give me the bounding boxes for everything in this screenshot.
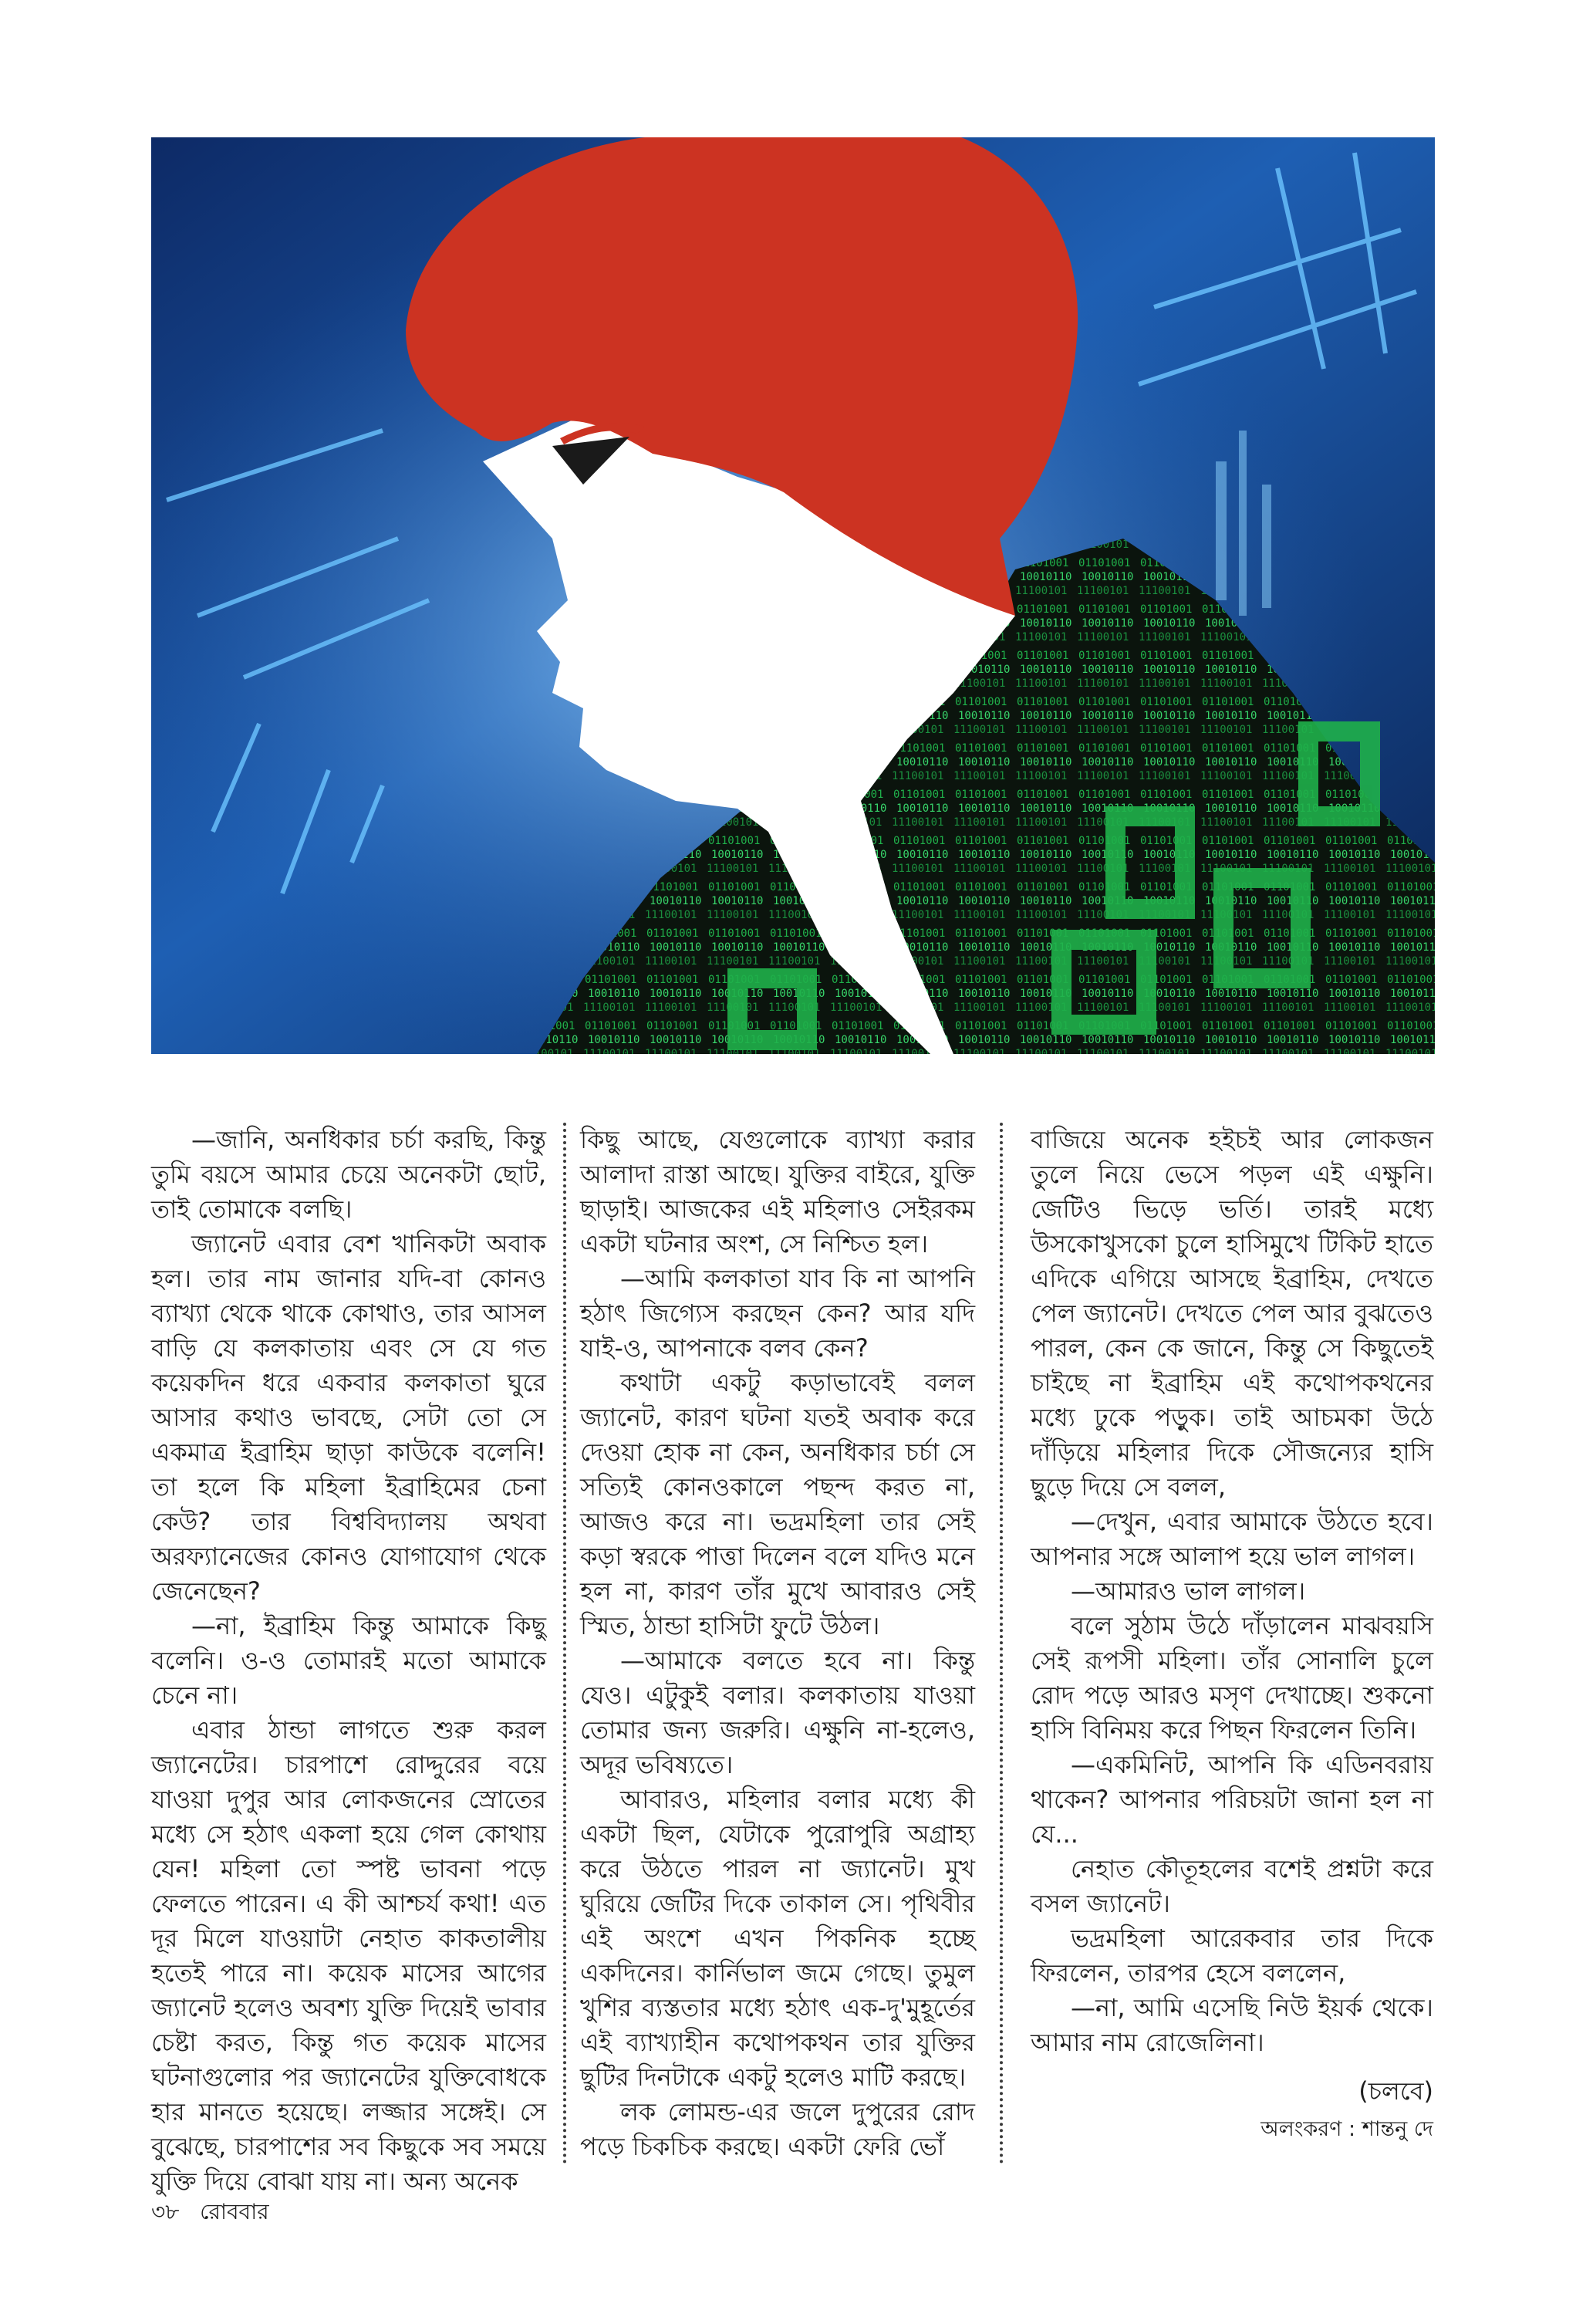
paragraph: —একমিনিট, আপনি কি এডিনবরায় থাকেন? আপনার পরিচয়টা জানা হল না যে... <box>1031 1750 1433 1849</box>
paragraph: এবার ঠান্ডা লাগতে শুরু করল জ্যানেটের। চারপাশে রোদ্দুরের বয়ে যাওয়া দুপুর আর লোকজনের স্রোতের মধ্যে সে হঠাৎ একলা হয়ে গেল কোথায় যেন! মহিলা তো স্পষ্ট ভাবনা পড়ে ফেলতে পারেন। এ কী আশ্চর্য কথা! এত দূর মিলে যাওয়াটা নেহাত কাকতালীয় হতেই পারে না। কয়েক মাসের আগের জ্যানেট হলেও অবশ্য যুক্তি দিয়েই ভাবার চেষ্টা করত, কিন্তু গত কয়েক মাসের ঘটনাগুলোর পর জ্যানেটের যুক্তিবোধকে হার মানতে হয়েছে। লজ্জার সঙ্গেই। সে বুঝেছে, চারপাশের সব কিছুকে সব সময়ে যুক্তি দিয়ে বোঝা যায় না। অন্য অনেক <box>151 1715 546 2196</box>
article-column-2 <box>580 1123 975 2164</box>
illustration-credit: অলংকরণ : শান্তনু দে <box>1260 2117 1433 2141</box>
paragraph: —না, ইব্রাহিম কিন্তু আমাকে কিছু বলেনি। ও-ও তোমারই মতো আমাকে চেনে না। <box>151 1611 546 1710</box>
page-footer <box>151 2195 269 2231</box>
paragraph: বলে সুঠাম উঠে দাঁড়ালেন মাঝবয়সি সেই রূপসী মহিলা। তাঁর সোনালি চুলে রোদ পড়ে আরও মসৃণ দেখাচ্ছে। শুকনো হাসি বিনিময় করে পিছন ফিরলেন তিনি। <box>1031 1611 1433 1745</box>
page-number: ৩৮ <box>151 2199 180 2224</box>
paragraph: ভদ্রমহিলা আরেকবার তার দিকে ফিরলেন, তারপর হেসে বললেন, <box>1031 1924 1433 1988</box>
paragraph: আবারও, মহিলার বলার মধ্যে কী একটা ছিল, যেটাকে পুরোপুরি অগ্রাহ্য করে উঠতে পারল না জ্যানেট। মুখ ঘুরিয়ে জেটির দিকে তাকাল সে। পৃথিবীর এই অংশে এখন পিকনিক হচ্ছে একদিনের। কার্নিভাল জমে গেছে। তুমুল খুশির ব্যস্ততার মধ্যে হঠাৎ এক-দু'মুহূর্তের এই ব্যাখ্যাহীন কথোপকথন তার যুক্তির ছুটির দিনটাকে একটু হলেও মাটি করছে। <box>580 1785 975 2092</box>
column-divider <box>563 1123 566 2164</box>
magazine-name: রোববার <box>200 2199 269 2224</box>
paragraph: জ্যানেট এবার বেশ খানিকটা অবাক হল। তার নাম জানার যদি-বা কোনও ব্যাখ্যা থেকে থাকে কোথাও, তার আসল বাড়ি যে কলকাতায় এবং সে যে গত কয়েকদিন ধরে একবার কলকাতা ঘুরে আসার কথাও ভাবছে, সেটা তো সে একমাত্র ইব্রাহিম ছাড়া কাউকে বলেনি! তা হলে কি মহিলা ইব্রাহিমের চেনা কেউ? তার বিশ্ববিদ্যালয় অথবা অরফ্যানেজের কোনও যোগাযোগ থেকে জেনেছেন? <box>151 1229 546 1606</box>
paragraph: —দেখুন, এবার আমাকে উঠতে হবে। আপনার সঙ্গে আলাপ হয়ে ভাল লাগল। <box>1031 1507 1433 1571</box>
paragraph: লক লোমন্ড-এর জলে দুপুরের রোদ পড়ে চিকচিক করছে। একটা ফেরি ভোঁ <box>580 2097 975 2161</box>
paragraph: —জানি, অনধিকার চর্চা করছি, কিন্তু তুমি বয়সে আমার চেয়ে অনেকটা ছোট, তাই তোমাকে বলছি। <box>151 1125 546 1224</box>
paragraph: নেহাত কৌতূহলের বশেই প্রশ্নটা করে বসল জ্যানেট। <box>1031 1854 1433 1918</box>
story-illustration <box>151 137 1435 1054</box>
paragraph: —আমারও ভাল লাগল। <box>1071 1576 1306 1606</box>
paragraph: —না, আমি এসেছি নিউ ইয়র্ক থেকে। আমার নাম রোজেলিনা। <box>1031 1993 1433 2057</box>
article-column-1 <box>151 1123 546 2199</box>
paragraph: কথাটা একটু কড়াভাবেই বলল জ্যানেট, কারণ ঘটনা যতই অবাক করে দেওয়া হোক না কেন, অনধিকার চর্চা সে সত্যিই কোনওকালে পছন্দ করত না, আজও করে না। ভদ্রমহিলা তার সেই কড়া স্বরকে পাত্তা দিলেন বলে যদিও মনে হল না, কারণ তাঁর মুখে আবারও সেই স্মিত, ঠান্ডা হাসিটা ফুটে উঠল। <box>580 1368 975 1640</box>
to-be-continued: (চলবে) <box>1358 2076 1433 2106</box>
paragraph: কিছু আছে, যেগুলোকে ব্যাখ্যা করার আলাদা রাস্তা আছে। যুক্তির বাইরে, যুক্তি ছাড়াই। আজকের এই মহিলাও সেইরকম একটা ঘটনার অংশ, সে নিশ্চিত হল। <box>580 1125 975 1258</box>
paragraph: —আমাকে বলতে হবে না। কিন্তু যেও। এটুকুই বলার। কলকাতায় যাওয়া তোমার জন্য জরুরি। এক্ষুনি না-হলেও, অদূর ভবিষ্যতে। <box>580 1646 975 1779</box>
column-divider <box>1000 1123 1003 2164</box>
article-column-3 <box>1031 1123 1433 2147</box>
paragraph: বাজিয়ে অনেক হইচই আর লোকজন তুলে নিয়ে ভেসে পড়ল এই এক্ষুনি। জেটিও ভিড়ে ভর্তি। তারই মধ্যে উসকোখুসকো চুলে হাসিমুখে টিকিট হাতে এদিকে এগিয়ে আসছে ইব্রাহিম, দেখতে পেল জ্যানেট। দেখতে পেল আর বুঝতেও পারল, কেন কে জানে, কিন্তু সে কিছুতেই চাইছে না ইব্রাহিম এই কথোপকথনের মধ্যে ঢুকে পড়ুক। তাই আচমকা উঠে দাঁড়িয়ে মহিলার দিকে সৌজন্যের হাসি ছুড়ে দিয়ে সে বলল, <box>1031 1125 1433 1501</box>
paragraph: —আমি কলকাতা যাব কি না আপনি হঠাৎ জিগ্যেস করছেন কেন? আর যদি যাই-ও, আপনাকে বলব কেন? <box>580 1264 975 1363</box>
